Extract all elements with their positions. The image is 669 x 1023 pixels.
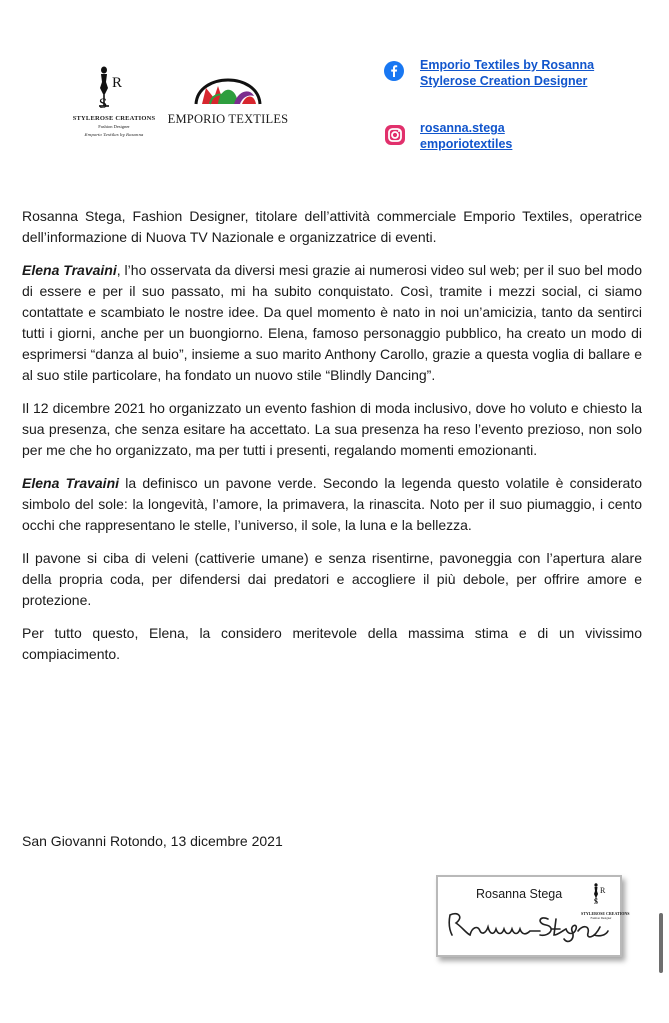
emporio-textiles-logo	[158, 64, 298, 127]
paragraph-elena-intro	[22, 260, 642, 386]
emporio-textiles-brand: EMPORIO TEXTILES	[167, 112, 289, 126]
paragraph-peacock-text: la definisco un pavone verde. Secondo la legenda questo volatile è considerato simbolo del sole: la longevità, l’amore, la primavera, la rinascita. Noto per il suo piumaggio, i cento occhi che rappresentano le stelle, l’universo, il sole, la luna e la bellezza.	[22, 475, 642, 533]
signature-box	[436, 875, 630, 957]
scrollbar-thumb[interactable]	[659, 913, 663, 973]
paragraph-closing: Per tutto questo, Elena, la considero meritevole della massima stima e di un vivissimo compiacimento.	[22, 625, 642, 662]
instagram-icon	[384, 124, 406, 146]
stylerose-script: Emporio Textiles by Rosanna	[84, 132, 144, 137]
signature-logo-brand: STYLEROSE CREATIONS	[581, 911, 630, 916]
instagram-link-line1[interactable]: rosanna.stega	[420, 121, 505, 135]
stylerose-subtitle: Fashion Designer	[98, 124, 130, 129]
svg-text:S: S	[593, 897, 599, 905]
paragraph-peacock-virtues: Il pavone si ciba di veleni (cattiverie umane) e senza risentirne, pavoneggia con l’apertura alare della propria coda, per difendersi dai predatori e accogliere il più debole, per offrire amore e protezione.	[22, 550, 642, 608]
stylerose-brand: STYLEROSE CREATIONS	[72, 115, 156, 122]
facebook-link-line2[interactable]: Stylerose Creation Designer	[420, 74, 588, 88]
instagram-link-line2[interactable]: emporiotextiles	[420, 137, 513, 151]
paragraph-elena-intro-text: , l’ho osservata da diversi mesi grazie ai numerosi video sul web; per il suo bel modo di essere e per il suo passato, mi ha subito conquistato. Così, tramite i mezzi social, ci siamo contattate e scambiato le nostre idee. Da quel momento è nato in noi un’amicizia, tanto da sentirci tutti i giorni, anche per un buongiorno. Elena, famoso personaggio pubblico, ha creato un modo di esprimersi “danza al buio”, insieme a suo marito Anthony Carollo, grazie a questa voglia di ballare e al suo stile particolare, ha fondato un nuovo stile “Blindly Dancing”.	[22, 262, 642, 383]
svg-text:S: S	[98, 96, 108, 112]
svg-text:R: R	[600, 886, 606, 895]
paragraph-peacock	[22, 473, 642, 536]
paragraph-event: Il 12 dicembre 2021 ho organizzato un evento fashion di moda inclusivo, dove ho voluto e chiesto la sua presenza, che senza esitare ha accettato. La sua presenza ha reso l’evento prezioso, non solo per me che ho organizzato, ma per tutti i presenti, regalando momenti emozionanti.	[22, 400, 642, 458]
signature-logo-subtitle: Fashion Designer	[590, 916, 612, 920]
handwritten-signature	[444, 905, 614, 945]
svg-text:R: R	[112, 75, 123, 91]
elena-name: Elena Travaini	[22, 262, 117, 278]
elena-name: Elena Travaini	[22, 475, 120, 491]
paragraph-intro: Rosanna Stega, Fashion Designer, titolare dell’attività commerciale Emporio Textiles, operatrice dell’informazione di Nuova TV Nazionale e organizzatrice di eventi.	[22, 208, 642, 245]
facebook-link-line1[interactable]: Emporio Textiles by Rosanna	[420, 58, 595, 72]
mannequin-icon	[590, 881, 612, 905]
letter-body	[22, 206, 642, 665]
mannequin-icon	[92, 62, 136, 112]
signature-name: Rosanna Stega	[476, 887, 563, 901]
emporio-textiles-emblem	[188, 64, 268, 110]
stylerose-logo	[72, 62, 156, 137]
facebook-icon	[384, 61, 404, 81]
place-and-date: San Giovanni Rotondo, 13 dicembre 2021	[22, 833, 283, 849]
